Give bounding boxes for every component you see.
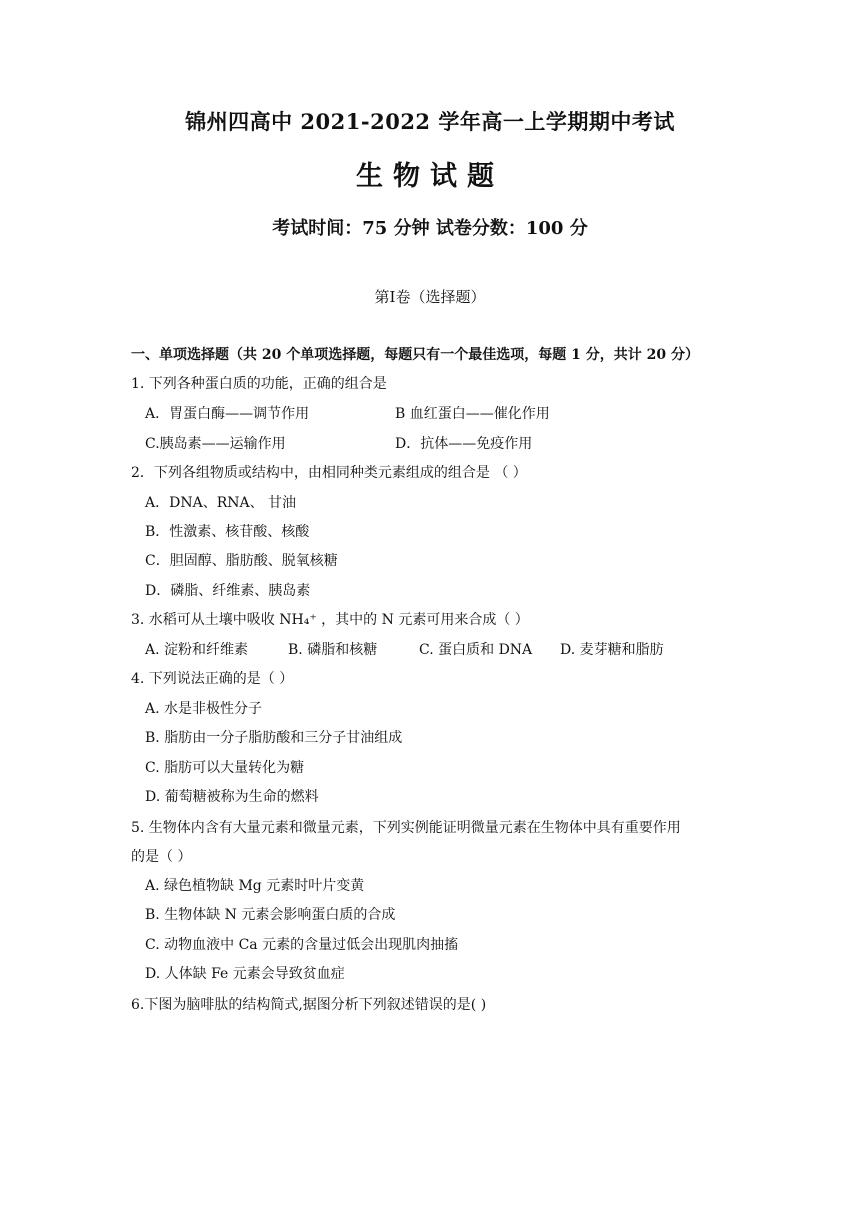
question-5-stem-line2: 的是（ ） [131, 849, 192, 865]
question-5-option-a: A. 绿色植物缺 Mg 元素时叶片变黄 [145, 878, 365, 894]
question-1-option-a: A．胃蛋白酶——调节作用 [145, 406, 310, 422]
question-2-option-c: C．胆固醇、脂肪酸、脱氧核糖 [145, 553, 338, 569]
question-2-stem: 2．下列各组物质或结构中，由相同种类元素组成的组合是 （ ） [131, 465, 527, 481]
question-3-option-c: C. 蛋白质和 DNA [419, 642, 533, 658]
part-title: 第Ⅰ卷（选择题） [374, 288, 486, 306]
question-1-option-d: D．抗体——免疫作用 [395, 436, 533, 452]
question-4-option-a: A. 水是非极性分子 [145, 701, 263, 717]
question-4-option-d: D. 葡萄糖被称为生命的燃料 [145, 789, 319, 805]
question-3-option-d: D. 麦芽糖和脂肪 [560, 642, 664, 658]
question-5-option-d: D. 人体缺 Fe 元素会导致贫血症 [145, 966, 345, 982]
subject-title: 生物试题 [356, 161, 504, 192]
question-6-stem: 6.下图为脑啡肽的结构简式,据图分析下列叙述错误的是( ) [131, 997, 487, 1013]
question-1-option-c: C.胰岛素——运输作用 [145, 436, 286, 452]
question-1-stem: 1. 下列各种蛋白质的功能，正确的组合是 [131, 376, 387, 392]
question-4-stem: 4. 下列说法正确的是（ ） [131, 671, 294, 687]
question-4-option-c: C. 脂肪可以大量转化为糖 [145, 760, 305, 776]
question-2-option-d: D．磷脂、纤维素、胰岛素 [145, 583, 311, 599]
question-5-option-c: C. 动物血液中 Ca 元素的含量过低会出现肌肉抽搐 [145, 937, 459, 953]
section-heading: 一、单项选择题（共 20 个单项选择题，每题只有一个最佳选项，每题 1 分，共计 20 分） [131, 347, 699, 363]
question-3-stem: 3. 水稻可从土壤中吸收 NH₄⁺ ，其中的 N 元素可用来合成（ ） [131, 612, 529, 628]
question-5-option-b: B. 生物体缺 N 元素会影响蛋白质的合成 [145, 907, 396, 923]
question-2-option-a: A．DNA、RNA、 甘油 [145, 495, 297, 511]
exam-info: 考试时间：75 分钟 试卷分数：100 分 [272, 218, 588, 239]
school-title: 锦州四高中 2021-2022 学年高一上学期期中考试 [185, 109, 675, 134]
question-4-option-b: B. 脂肪由一分子脂肪酸和三分子甘油组成 [145, 730, 403, 746]
question-1-option-b: B 血红蛋白——催化作用 [395, 406, 550, 422]
question-3-option-a: A. 淀粉和纤维素 [145, 642, 249, 658]
question-5-stem-line1: 5. 生物体内含有大量元素和微量元素，下列实例能证明微量元素在生物体中具有重要作用 [131, 820, 681, 836]
question-3-option-b: B. 磷脂和核糖 [288, 642, 378, 658]
question-2-option-b: B．性激素、核苷酸、核酸 [145, 524, 310, 540]
